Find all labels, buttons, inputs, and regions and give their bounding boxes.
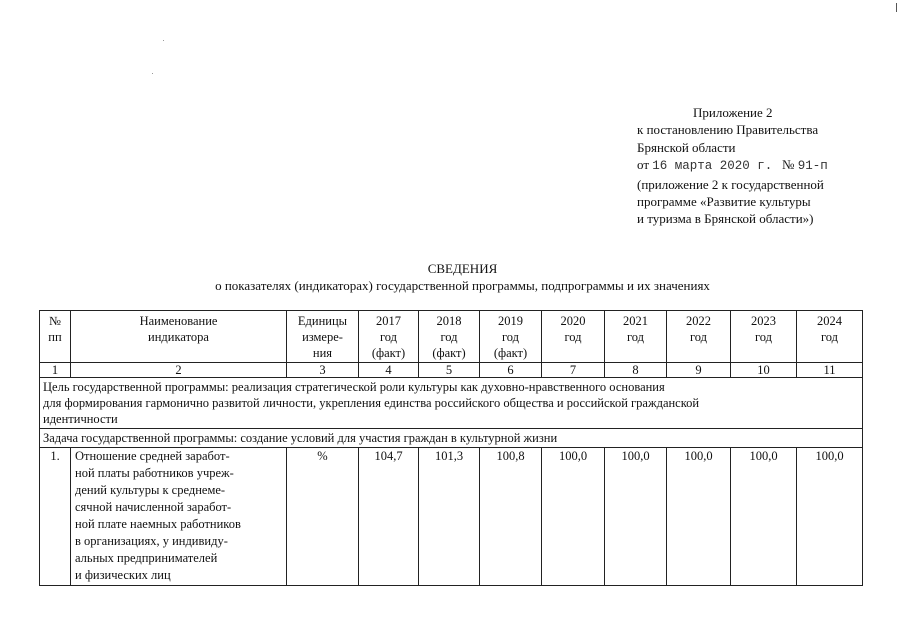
header-cell: 2024 год: [797, 311, 863, 363]
appendix-block: [637, 104, 899, 228]
appendix-region: Брянской области: [637, 139, 736, 155]
resolution-number: 91-п: [797, 159, 828, 174]
column-number-row: [40, 363, 863, 378]
scan-mark: [896, 3, 897, 12]
value-2021: 100,0: [605, 448, 667, 586]
document-heading: [0, 260, 905, 294]
value-2018: 101,3: [419, 448, 480, 586]
header-cell: № пп: [40, 311, 71, 363]
indicator-unit: %: [287, 448, 359, 586]
column-number: 10: [731, 363, 797, 378]
header-cell: 2023 год: [731, 311, 797, 363]
column-number: 8: [605, 363, 667, 378]
indicator-name: Отношение средней заработ- ной платы работников учреж- дений культуры к среднеме- сячной начисленной заработ- ной плате наемных работников в организациях, у индивиду- альных предпринимателей и физических лиц: [71, 448, 287, 586]
column-number: 2: [71, 363, 287, 378]
appendix-date-line: [637, 156, 899, 175]
column-number: 7: [542, 363, 605, 378]
header-cell: 2022 год: [667, 311, 731, 363]
header-cell: Наименование индикатора: [71, 311, 287, 363]
header-cell: 2021 год: [605, 311, 667, 363]
goal-row: [40, 378, 863, 429]
header-cell: 2020 год: [542, 311, 605, 363]
appendix-note-3: и туризма в Брянской области»): [637, 211, 814, 227]
resolution-date: 16 марта 2020 г.: [652, 159, 773, 174]
program-task: Задача государственной программы: создание условий для участия граждан в культурной жизни: [40, 429, 863, 448]
scan-dot: [152, 73, 153, 74]
column-number: 1: [40, 363, 71, 378]
column-number: 6: [480, 363, 542, 378]
value-2022: 100,0: [667, 448, 731, 586]
header-cell: 2019 год (факт): [480, 311, 542, 363]
value-2020: 100,0: [542, 448, 605, 586]
column-number: 3: [287, 363, 359, 378]
value-2019: 100,8: [480, 448, 542, 586]
value-2017: 104,7: [359, 448, 419, 586]
task-row: [40, 429, 863, 448]
table-row: [40, 448, 863, 586]
header-cell: Единицы измере- ния: [287, 311, 359, 363]
document-subtitle: о показателях (индикаторах) государственной программы, подпрограммы и их значениях: [215, 278, 710, 293]
document-title: СВЕДЕНИЯ: [427, 261, 498, 276]
program-goal: Цель государственной программы: реализация стратегической роли культуры как духовно-нравственного основания для формирования гармонично развитой личности, укрепления единства российского общества и российской гражданской идентичности: [40, 378, 863, 429]
column-number: 5: [419, 363, 480, 378]
number-prefix: №: [782, 157, 795, 173]
appendix-resolution: к постановлению Правительства: [637, 122, 819, 138]
column-number: 9: [667, 363, 731, 378]
value-2023: 100,0: [731, 448, 797, 586]
column-number: 11: [797, 363, 863, 378]
table-header-row: [40, 311, 863, 363]
indicators-table: [39, 310, 863, 586]
column-number: 4: [359, 363, 419, 378]
header-cell: 2018 год (факт): [419, 311, 480, 363]
scan-dot: [163, 40, 164, 41]
header-cell: 2017 год (факт): [359, 311, 419, 363]
appendix-note-2: программе «Развитие культуры: [637, 194, 811, 210]
appendix-note-1: (приложение 2 к государственной: [637, 176, 824, 192]
date-prefix: от: [637, 157, 650, 173]
row-number: 1.: [40, 448, 71, 586]
appendix-title: Приложение 2: [693, 105, 773, 120]
value-2024: 100,0: [797, 448, 863, 586]
